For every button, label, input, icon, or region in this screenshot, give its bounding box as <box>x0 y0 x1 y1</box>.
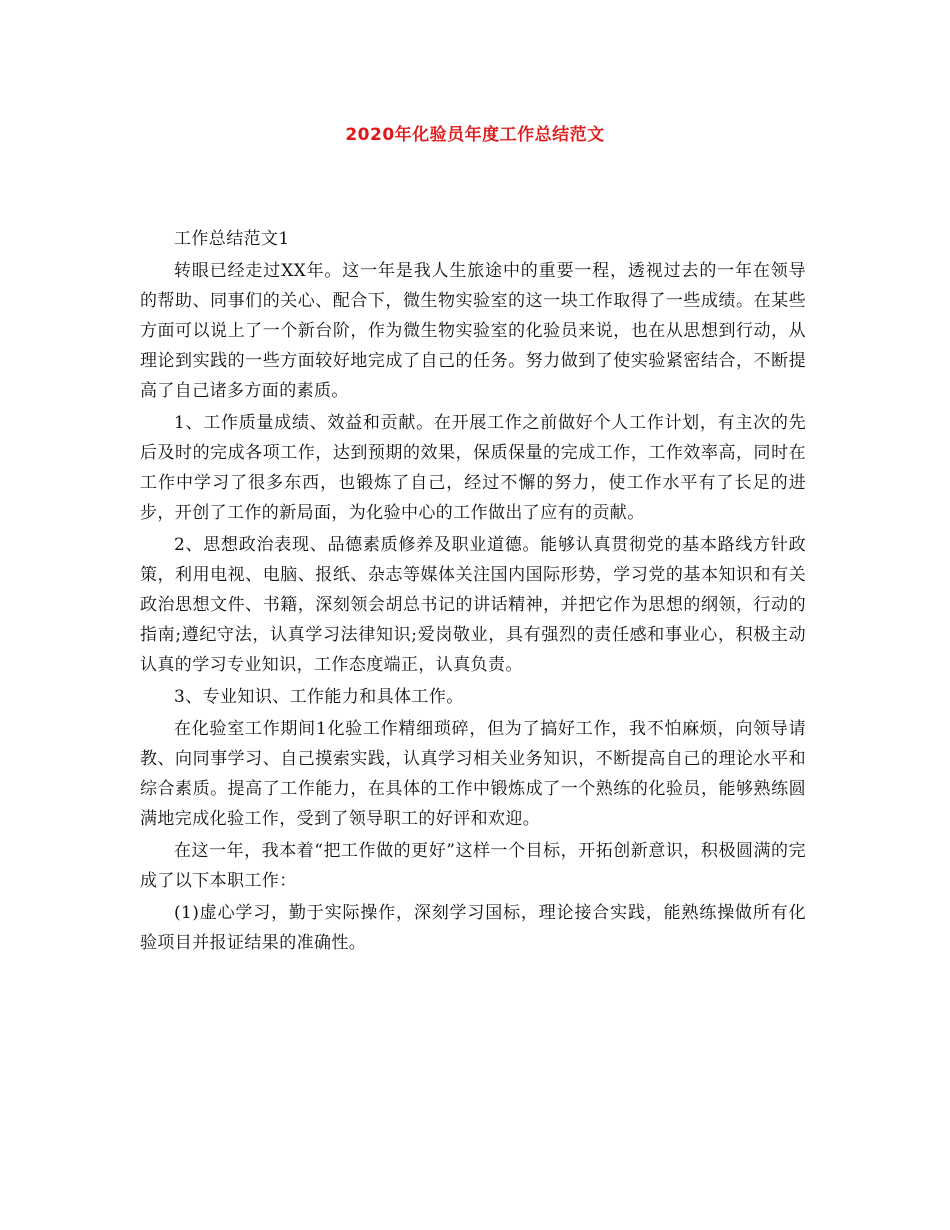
paragraph: 1、工作质量成绩、效益和贡献。在开展工作之前做好个人工作计划，有主次的先后及时的完成各项工作，达到预期的效果，保质保量的完成工作，工作效率高，同时在工作中学习了很多东西，也锻炼了自己，经过不懈的努力，使工作水平有了长足的进步，开创了工作的新局面，为化验中心的工作做出了应有的贡献。 <box>140 413 806 523</box>
paragraph-heading: 工作总结范文1 <box>174 229 290 249</box>
paragraph: 在这一年，我本着“把工作做的更好”这样一个目标，开拓创新意识，积极圆满的完成了以下本职工作： <box>140 841 806 891</box>
paragraph: 转眼已经走过XX年。这一年是我人生旅途中的重要一程，透视过去的一年在领导的帮助、同事们的关心、配合下，微生物实验室的这一块工作取得了一些成绩。在某些方面可以说上了一个新台阶，作为微生物实验室的化验员来说，也在从思想到行动，从理论到实践的一些方面较好地完成了自己的任务。努力做到了使实验紧密结合，不断提高了自己诸多方面的素质。 <box>140 261 806 401</box>
paragraph: (1)虚心学习，勤于实际操作，深刻学习国标，理论接合实践，能熟练操做所有化验项目并报证结果的准确性。 <box>140 903 806 953</box>
paragraph: 3、专业知识、工作能力和具体工作。 <box>174 687 464 707</box>
paragraph: 在化验室工作期间1化验工作精细琐碎，但为了搞好工作，我不怕麻烦，向领导请教、向同事学习、自己摸索实践，认真学习相关业务知识，不断提高自己的理论水平和综合素质。提高了工作能力，在具体的工作中锻炼成了一个熟练的化验员，能够熟练圆满地完成化验工作，受到了领导职工的好评和欢迎。 <box>140 719 806 829</box>
document-title: 2020年化验员年度工作总结范文 <box>345 125 605 145</box>
document-body <box>140 224 806 960</box>
paragraph: 2、思想政治表现、品德素质修养及职业道德。能够认真贯彻党的基本路线方针政策，利用电视、电脑、报纸、杂志等媒体关注国内国际形势，学习党的基本知识和有关政治思想文件、书籍，深刻领会胡总书记的讲话精神，并把它作为思想的纲领，行动的指南;遵纪守法，认真学习法律知识;爱岗敬业，具有强烈的责任感和事业心，积极主动认真的学习专业知识，工作态度端正，认真负责。 <box>140 535 806 675</box>
